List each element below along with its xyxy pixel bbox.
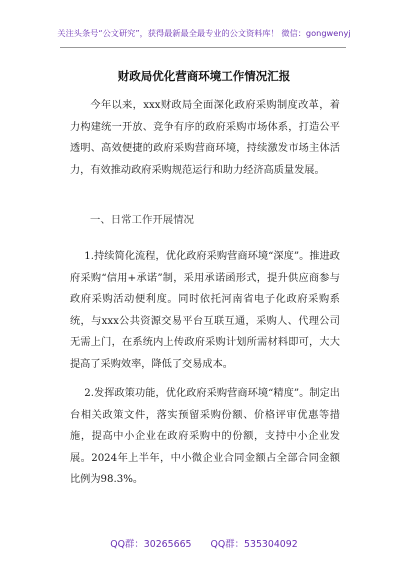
footer-qq-group-1: QQ群：30265665 — [110, 539, 192, 550]
intro-paragraph: 今年以来，xxx财政局全面深化政府采购制度改革，着力构建统一开放、竞争有序的政府采购市场体系，打造公平透明、高效便捷的政府采购营商环境，持续激发市场主体活力，有效推动政府采购规范运行和助力经济高质量发展。 — [70, 100, 340, 176]
section-heading: 一、日常工作开展情况 — [90, 214, 194, 226]
item-paragraph-2: 2.发挥政策功能，优化政府采购营商环境“精度”。制定出台相关政策文件，落实预留采购份额、价格评审优惠等措施，提高中小企业在政府采购中的份额，支持中小企业发展。2024年上半年，中小微企业合同金额占全部合同金额比例为98.3%。 — [70, 388, 340, 486]
header-divider — [60, 47, 346, 48]
header-banner: 关注头条号“公文研究”，获得最新最全最专业的公文资料库！ 微信：gongwenyj — [57, 28, 351, 38]
footer-qq-group-2: QQ群：535304092 — [210, 539, 298, 550]
item-paragraph-1: 1.持续简化流程，优化政府采购营商环境“深度”。推进政府采购“信用+承诺”制，采用承诺函形式，提升供应商参与政府采购活动便利度。同时依托河南省电子化政府采购系统，与xxx公共资源交易平台互联互通，采购人、代理公司无需上门，在系统内上传政府采购计划所需材料即可，大大提高了采购效率，降低了交易成本。 — [70, 251, 340, 370]
footer — [0, 536, 408, 550]
document-title: 财政局优化营商环境工作情况汇报 — [117, 69, 291, 83]
